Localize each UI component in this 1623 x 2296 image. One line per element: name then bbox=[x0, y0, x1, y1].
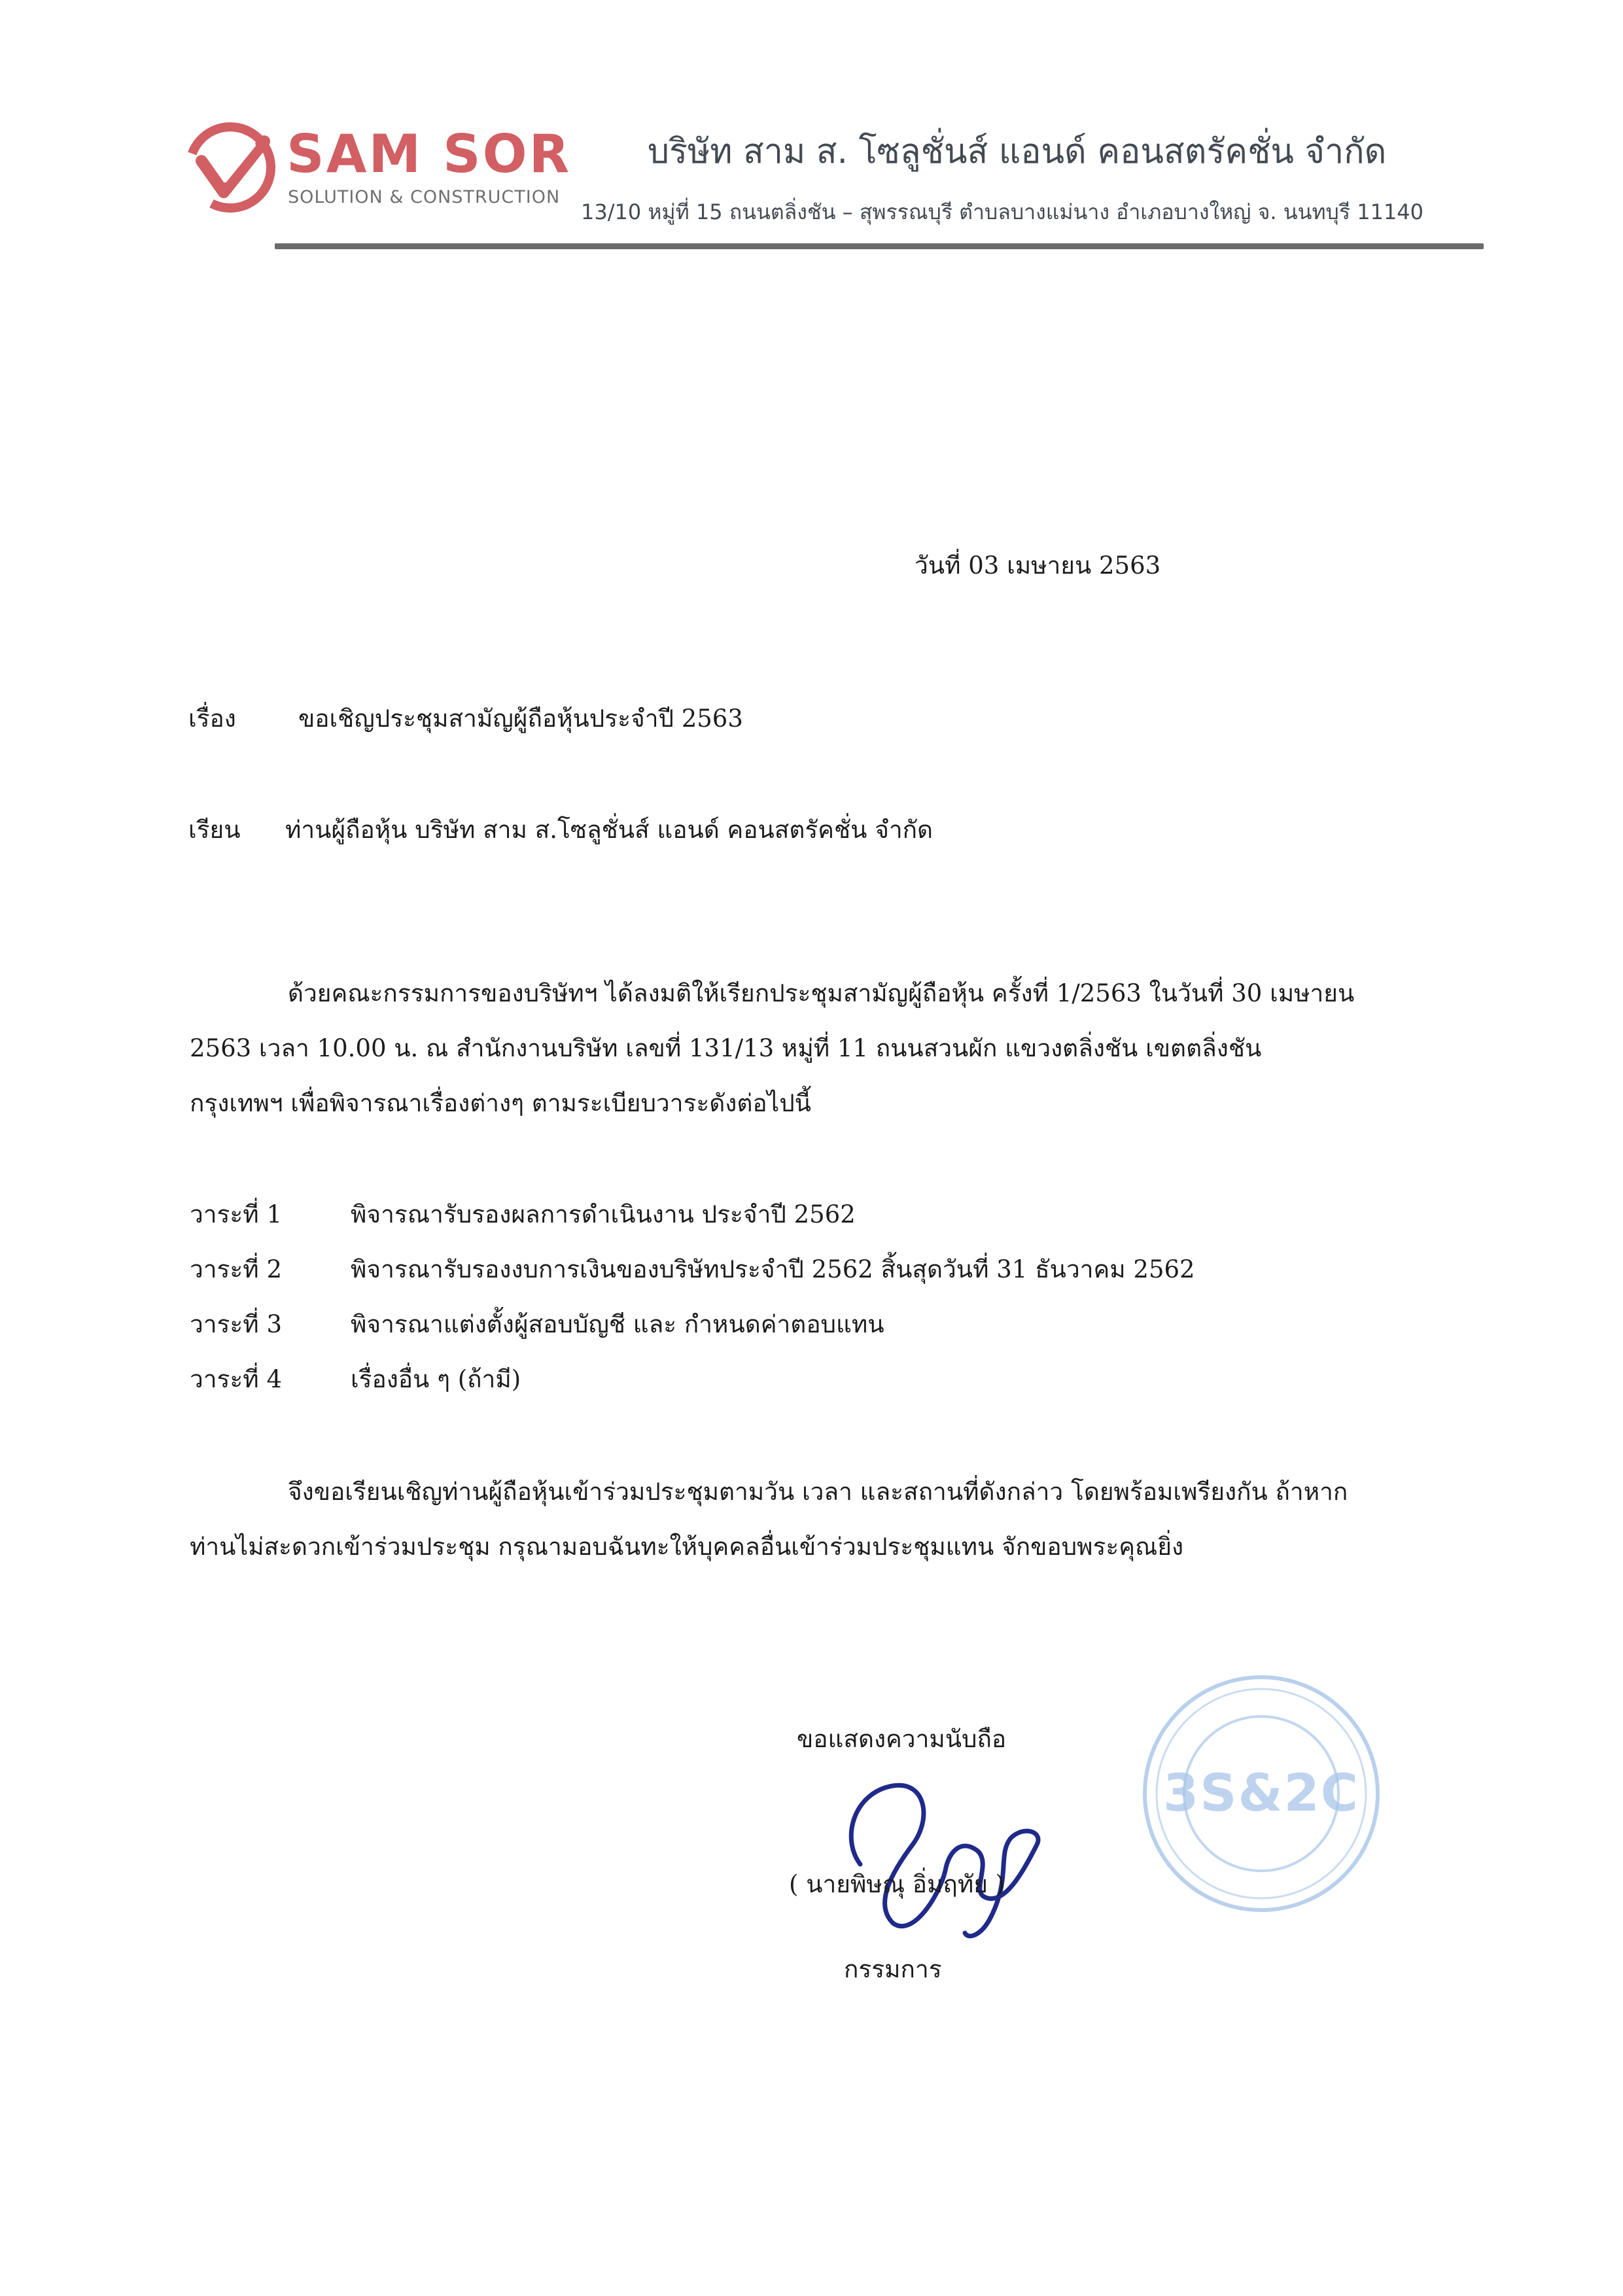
brand-name: SAM SOR bbox=[287, 124, 572, 184]
letterhead-divider bbox=[275, 243, 1484, 249]
agenda-1-text: พิจารณารับรองผลการดำเนินงาน ประจำปี 2562 bbox=[351, 1200, 856, 1228]
signatory-title: กรรมการ bbox=[844, 1955, 942, 1983]
sign-off: ขอแสดงความนับถือ bbox=[797, 1725, 1007, 1753]
intro-line-3: กรุงเทพฯ เพื่อพิจารณาเรื่องต่างๆ ตามระเบียบวาระดังต่อไปนี้ bbox=[190, 1089, 811, 1117]
intro-line-2: 2563 เวลา 10.00 น. ณ สำนักงานบริษัท เลขที่ 131/13 หมู่ที่ 11 ถนนสวนผัก แขวงตลิ่งชัน เขตตลิ่งชัน bbox=[190, 1034, 1262, 1062]
closing-line-2: ท่านไม่สะดวกเข้าร่วมประชุม กรุณามอบฉันทะให้บุคคลอื่นเข้าร่วมประชุมแทน จักขอบพระคุณยิ่ง bbox=[190, 1533, 1184, 1561]
agenda-4-label: วาระที่ 4 bbox=[190, 1365, 282, 1393]
stamp-text: 3S&2C bbox=[1163, 1764, 1359, 1823]
company-address: 13/10 หมู่ที่ 15 ถนนตลิ่งชัน – สุพรรณบุรี ตำบลบางแม่นาง อำเภอบางใหญ่ จ. นนทบุรี 11140 bbox=[581, 200, 1424, 224]
letter-date: วันที่ 03 เมษายน 2563 bbox=[915, 551, 1161, 580]
subject-text: ขอเชิญประชุมสามัญผู้ถือหุ้นประจำปี 2563 bbox=[298, 704, 743, 733]
agenda-3-label: วาระที่ 3 bbox=[190, 1310, 282, 1338]
signatory-name: ( นายพิษณุ อิ่มฤทัย ) bbox=[789, 1870, 1005, 1898]
intro-line-1: ด้วยคณะกรรมการของบริษัทฯ ได้ลงมติให้เรียกประชุมสามัญผู้ถือหุ้น ครั้งที่ 1/2563 ในวันที่ 30 เมษายน bbox=[288, 979, 1355, 1007]
recipient-label: เรียน bbox=[188, 816, 241, 844]
brand-tagline: SOLUTION & CONSTRUCTION bbox=[288, 187, 561, 207]
agenda-2-label: วาระที่ 2 bbox=[190, 1255, 282, 1283]
agenda-2-text: พิจารณารับรองงบการเงินของบริษัทประจำปี 2562 สิ้นสุดวันที่ 31 ธันวาคม 2562 bbox=[351, 1255, 1195, 1283]
agenda-3-text: พิจารณาแต่งตั้งผู้สอบบัญชี และ กำหนดค่าตอบแทน bbox=[351, 1310, 884, 1338]
agenda-1-label: วาระที่ 1 bbox=[190, 1200, 282, 1228]
subject-label: เรื่อง bbox=[188, 704, 236, 733]
company-logo-icon bbox=[184, 122, 276, 213]
agenda-4-text: เรื่องอื่น ๆ (ถ้ามี) bbox=[351, 1365, 521, 1393]
handwritten-signature bbox=[814, 1766, 1050, 1943]
recipient-text: ท่านผู้ถือหุ้น บริษัท สาม ส.โซลูชั่นส์ แอนด์ คอนสตรัคชั่น จำกัด bbox=[285, 816, 934, 844]
company-name-thai: บริษัท สาม ส. โซลูชั่นส์ แอนด์ คอนสตรัคชั่น จำกัด bbox=[648, 132, 1387, 171]
closing-line-1: จึงขอเรียนเชิญท่านผู้ถือหุ้นเข้าร่วมประชุมตามวัน เวลา และสถานที่ดังกล่าว โดยพร้อมเพรียงกัน ถ้าหาก bbox=[288, 1478, 1348, 1506]
